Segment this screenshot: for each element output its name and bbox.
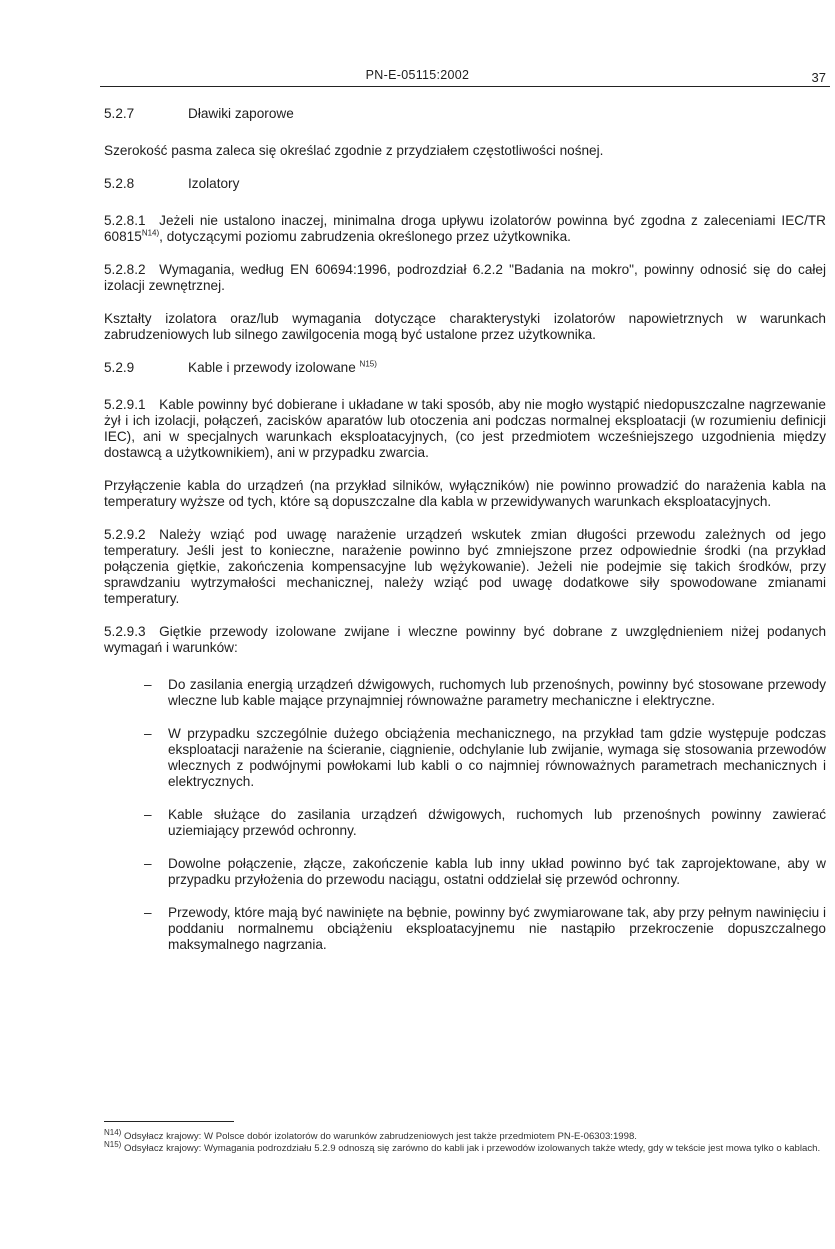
section-title-text: Kable i przewody izolowane bbox=[188, 360, 356, 375]
footnote-ref-n14: N14) bbox=[141, 228, 160, 238]
list-item-text: Dowolne połączenie, złącze, zakończenie kabla lub inny układ powinno być tak zaprojektowane, aby w przypadku przyłożenia do przewodu naciągu, ostatni oddzielał się przewód ochronny. bbox=[168, 856, 826, 887]
footnote-ref-n15: N15) bbox=[359, 359, 377, 369]
main-content bbox=[104, 106, 826, 970]
list-dash: – bbox=[144, 856, 152, 871]
list-item-text: Do zasilania energią urządzeń dźwigowych, ruchomych lub przenośnych, powinny być stosowane przewody wleczne lub kable mające przynajmniej równoważne parametry mechaniczne i elektryczne. bbox=[168, 677, 826, 708]
paragraph-5-2-8-1 bbox=[104, 213, 826, 245]
list-dash: – bbox=[144, 807, 152, 822]
section-title: Izolatory bbox=[188, 176, 240, 191]
paragraph-5-2-9-3: 5.2.9.3 Giętkie przewody izolowane zwijane i wleczne powinny być dobrane z uwzględnieniem niżej podanych wymagań i warunków: bbox=[104, 624, 826, 655]
section-5-2-7-heading bbox=[104, 106, 826, 122]
footnote-mark: N14) bbox=[104, 1127, 122, 1137]
section-title bbox=[188, 360, 377, 376]
list-item bbox=[104, 856, 826, 888]
paragraph-5-2-9-2: 5.2.9.2 Należy wziąć pod uwagę narażenie urządzeń wskutek zmian długości przewodu zależnych od jego temperatury. Jeśli jest to konieczne, narażenie powinno być zmniejszone przez odpowiednie środki (na przykład połączenia giętkie, zakończenia kompensacyjne lub wężykowanie). Jeżeli nie podejmie się takich środków, przy sprawdzaniu wytrzymałości mechanicznej, należy wziąć pod uwagę dodatkowe siły spowodowane zmianami temperatury. bbox=[104, 527, 826, 606]
footnote-text: Odsyłacz krajowy: W Polsce dobór izolatorów do warunków zabrudzeniowych jest także przedmiotem PN-E-06303:1998. bbox=[121, 1131, 637, 1142]
footnote-n14 bbox=[104, 1127, 826, 1143]
list-item-text: Kable służące do zasilania urządzeń dźwigowych, ruchomych lub przenośnych powinny zawierać uziemiający przewód ochronny. bbox=[168, 807, 826, 838]
section-number: 5.2.8 bbox=[104, 176, 135, 191]
paragraph-5-2-9-1: 5.2.9.1 Kable powinny być dobierane i układane w taki sposób, aby nie mogło wystąpić niedopuszczalne nagrzewanie żył i ich izolacji, połączeń, zacisków aparatów lub otoczenia ani podczas normalnej eksploatacji (w rozumieniu definicji IEC), ani w specjalnych warunkach eksploatacyjnych, (co jest przedmiotem wcześniejszego uzgodnienia między dostawcą a użytkownikiem), ani w przypadku zwarcia. bbox=[104, 397, 826, 460]
page-number: 37 bbox=[811, 70, 826, 85]
footnote-text: Odsyłacz krajowy: Wymagania podrozdziału 5.2.9 odnoszą się zarówno do kabli jak i przewodów izolowanych także wtedy, gdy w tekście jest mowa tylko o kablach. bbox=[121, 1143, 821, 1154]
paragraph-text: , dotyczącymi poziomu zabrudzenia określonego przez użytkownika. bbox=[159, 229, 571, 244]
section-5-2-9-heading bbox=[104, 360, 826, 376]
footnote-n15 bbox=[104, 1139, 826, 1155]
section-number: 5.2.9 bbox=[104, 360, 135, 375]
header-rule bbox=[100, 86, 830, 87]
paragraph: Kształty izolatora oraz/lub wymagania dotyczące charakterystyki izolatorów napowietrznych w warunkach zabrudzeniowych lub silnego zawilgocenia mogą być ustalone przez użytkownika. bbox=[104, 311, 826, 342]
paragraph: Przyłączenie kabla do urządzeń (na przykład silników, wyłączników) nie powinno prowadzić do narażenia kabla na temperatury wyższe od tych, które są dopuszczalne dla kabla w przewidywanych warunkach eksploatacyjnych. bbox=[104, 478, 826, 509]
list-item bbox=[104, 807, 826, 839]
list-dash: – bbox=[144, 726, 152, 741]
footnote-rule bbox=[104, 1121, 234, 1122]
section-5-2-8-heading bbox=[104, 176, 826, 192]
section-title: Dławiki zaporowe bbox=[188, 106, 294, 121]
list-item-text: Przewody, które mają być nawinięte na bębnie, powinny być zwymiarowane tak, aby przy pełnym nawinięciu i poddaniu normalnemu obciążeniu eksploatacyjnemu nie nastąpiło przekroczenie dopuszczalnego maksymalnego nagrzania. bbox=[168, 905, 826, 952]
section-number: 5.2.7 bbox=[104, 106, 135, 121]
list-item bbox=[104, 905, 826, 953]
list-item-text: W przypadku szczególnie dużego obciążenia mechanicznego, na przykład tam gdzie występuje podczas eksploatacji narażenie na ścieranie, ciągnienie, odchylanie lub zwijanie, wymaga się stosowania przewodów wlecznych z podwójnymi powłokami lub kabli o co najmniej równoważnych parametrach mechanicznych i elektrycznych. bbox=[168, 726, 826, 789]
footnote-mark: N15) bbox=[104, 1139, 122, 1149]
requirements-list bbox=[104, 677, 826, 953]
standard-designation: PN-E-05115:2002 bbox=[365, 68, 470, 82]
list-dash: – bbox=[144, 677, 152, 692]
paragraph: Szerokość pasma zaleca się określać zgodnie z przydziałem częstotliwości nośnej. bbox=[104, 143, 604, 158]
list-dash: – bbox=[144, 905, 152, 920]
list-item bbox=[104, 726, 826, 790]
paragraph-text: 5.2.8.1 Jeżeli nie ustalono inaczej, minimalna droga upływu izolatorów powinna być zgodna z zaleceniami IEC/TR 60815 bbox=[104, 213, 826, 244]
footnotes bbox=[104, 1127, 826, 1155]
paragraph-5-2-8-2: 5.2.8.2 Wymagania, według EN 60694:1996, podrozdział 6.2.2 "Badania na mokro", powinny odnosić się do całej izolacji zewnętrznej. bbox=[104, 262, 826, 293]
list-item bbox=[104, 677, 826, 709]
